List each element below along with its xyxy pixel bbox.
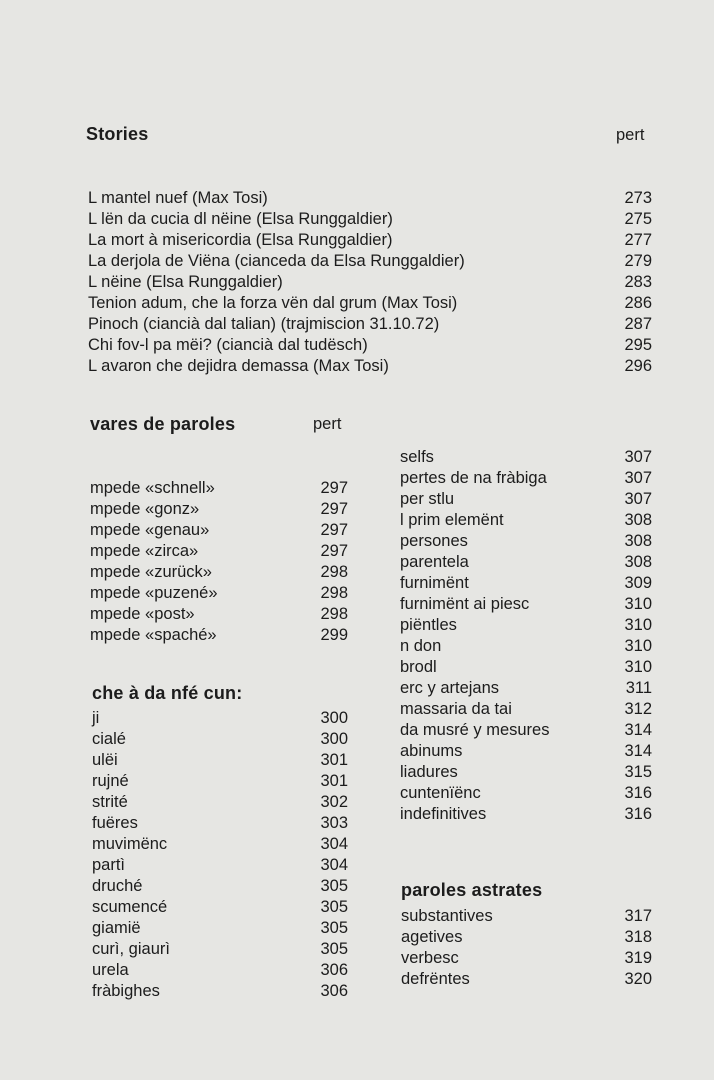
list-item: mpede «genau» 297 bbox=[90, 521, 348, 539]
list-item: cuntenïënc 316 bbox=[400, 784, 652, 802]
list-item: indefinitives 316 bbox=[400, 805, 652, 823]
list-item: ji 300 bbox=[92, 709, 348, 727]
list-item: La derjola de Viëna (cianceda da Elsa Runggaldier) 279 bbox=[88, 252, 652, 270]
list-item: per stlu 307 bbox=[400, 490, 652, 508]
list-item: giamië 305 bbox=[92, 919, 348, 937]
stories-pert-label: pert bbox=[616, 126, 645, 144]
list-item: ulëi 301 bbox=[92, 751, 348, 769]
vares-heading: vares de paroles bbox=[90, 414, 236, 434]
right-list bbox=[400, 447, 652, 825]
list-item: scumencé 305 bbox=[92, 898, 348, 916]
list-item: erc y artejans 311 bbox=[400, 679, 652, 697]
list-item: Pinoch (ciancià dal talian) (trajmiscion 31.10.72) 287 bbox=[88, 315, 652, 333]
list-item: rujné 301 bbox=[92, 772, 348, 790]
list-item: abinums 314 bbox=[400, 742, 652, 760]
list-item: liadures 315 bbox=[400, 763, 652, 781]
list-item: mpede «zirca» 297 bbox=[90, 542, 348, 560]
list-item: fuëres 303 bbox=[92, 814, 348, 832]
list-item: substantives 317 bbox=[401, 907, 652, 925]
list-item: persones 308 bbox=[400, 532, 652, 550]
list-item: mpede «puzené» 298 bbox=[90, 584, 348, 602]
list-item: agetives 318 bbox=[401, 928, 652, 946]
nfe-heading: che à da nfé cun: bbox=[92, 683, 243, 703]
list-item: pertes de na fràbiga 307 bbox=[400, 469, 652, 487]
list-item: massaria da tai 312 bbox=[400, 700, 652, 718]
list-item: L nëine (Elsa Runggaldier) 283 bbox=[88, 273, 652, 291]
astrates-list bbox=[401, 906, 652, 990]
list-item: strité 302 bbox=[92, 793, 348, 811]
stories-list bbox=[88, 188, 652, 377]
list-item: da musré y mesures 314 bbox=[400, 721, 652, 739]
list-item: L avaron che dejidra demassa (Max Tosi) 296 bbox=[88, 357, 652, 375]
nfe-list bbox=[92, 708, 348, 1002]
list-item: curì, giaurì 305 bbox=[92, 940, 348, 958]
list-item: selfs 307 bbox=[400, 448, 652, 466]
list-item: verbesc 319 bbox=[401, 949, 652, 967]
list-item: L lën da cucia dl nëine (Elsa Runggaldier) 275 bbox=[88, 210, 652, 228]
list-item: furnimënt ai piesc 310 bbox=[400, 595, 652, 613]
list-item: brodl 310 bbox=[400, 658, 652, 676]
list-item: mpede «gonz» 297 bbox=[90, 500, 348, 518]
list-item: La mort à misericordia (Elsa Runggaldier) 277 bbox=[88, 231, 652, 249]
list-item: piëntles 310 bbox=[400, 616, 652, 634]
astrates-heading: paroles astrates bbox=[401, 880, 543, 900]
list-item: mpede «spaché» 299 bbox=[90, 626, 348, 644]
vares-list bbox=[90, 478, 348, 646]
stories-heading: Stories bbox=[86, 124, 149, 144]
list-item: fràbighes 306 bbox=[92, 982, 348, 1000]
list-item: Chi fov-l pa mëi? (ciancià dal tudësch) 295 bbox=[88, 336, 652, 354]
list-item: defrëntes 320 bbox=[401, 970, 652, 988]
list-item: cialé 300 bbox=[92, 730, 348, 748]
list-item: partì 304 bbox=[92, 856, 348, 874]
list-item: furnimënt 309 bbox=[400, 574, 652, 592]
list-item: l prim elemënt 308 bbox=[400, 511, 652, 529]
list-item: mpede «zurück» 298 bbox=[90, 563, 348, 581]
list-item: parentela 308 bbox=[400, 553, 652, 571]
list-item: n don 310 bbox=[400, 637, 652, 655]
list-item: muvimënc 304 bbox=[92, 835, 348, 853]
vares-pert-label: pert bbox=[313, 415, 342, 433]
list-item: Tenion adum, che la forza vën dal grum (Max Tosi) 286 bbox=[88, 294, 652, 312]
list-item: druché 305 bbox=[92, 877, 348, 895]
list-item: mpede «post» 298 bbox=[90, 605, 348, 623]
list-item: urela 306 bbox=[92, 961, 348, 979]
list-item: L mantel nuef (Max Tosi) 273 bbox=[88, 189, 652, 207]
list-item: mpede «schnell» 297 bbox=[90, 479, 348, 497]
